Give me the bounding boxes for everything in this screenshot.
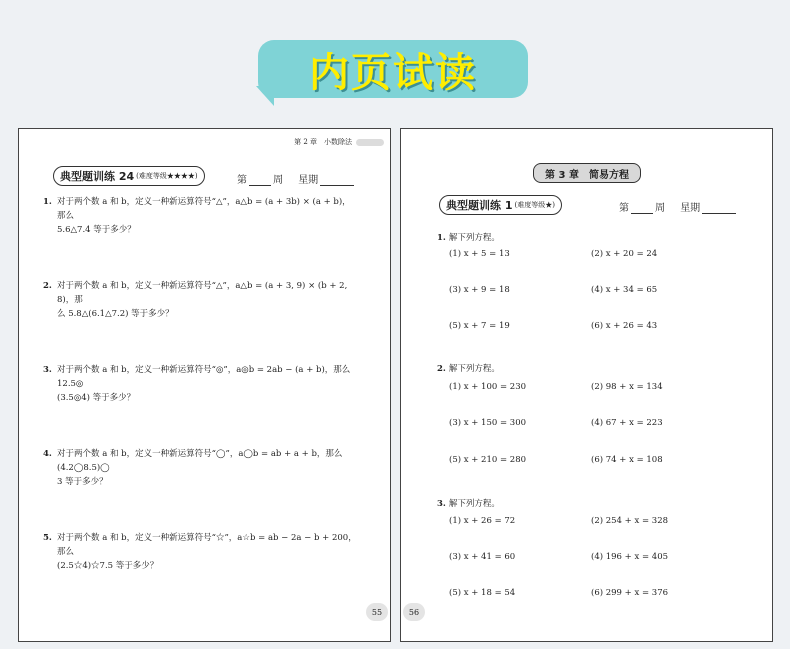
equation: (2) 98 + x = 134 xyxy=(591,382,663,392)
question-number: 2. xyxy=(437,364,446,374)
problem-text-line2: 3 等于多少？ xyxy=(57,477,108,487)
question-number: 1. xyxy=(437,233,446,243)
banner-title: 内页试读 xyxy=(309,49,477,96)
day-blank xyxy=(702,204,736,214)
section-title xyxy=(53,166,205,186)
problem-text-line1: 对于两个数 a 和 b，定义一种新运算符号“△”，a△b = (a + 3b) × (a + b)，那么 xyxy=(57,197,351,221)
problem-5 xyxy=(43,531,357,573)
week-line xyxy=(619,199,738,214)
equation: (1) x + 5 = 13 xyxy=(449,249,510,259)
running-head-text: 第 2 章 小数除法 xyxy=(294,138,352,146)
problem-number: 1. xyxy=(43,197,52,207)
equation: (1) x + 26 = 72 xyxy=(449,516,516,526)
equation: (6) 74 + x = 108 xyxy=(591,455,663,465)
equation: (4) 196 + x = 405 xyxy=(591,552,669,562)
section-title-text: 典型题训练 1 xyxy=(446,199,513,212)
question-1-head xyxy=(437,231,500,243)
equation: (5) x + 210 = 280 xyxy=(449,455,527,465)
difficulty-label: (难度等级★) xyxy=(514,201,555,209)
chapter-heading xyxy=(533,163,641,183)
problem-text-line1: 对于两个数 a 和 b，定义一种新运算符号“◯”，a◯b = ab + a + b，那么 (4.2◯8.5)◯ xyxy=(57,449,343,473)
problem-4 xyxy=(43,447,357,489)
problem-number: 2. xyxy=(43,281,52,291)
week-blank xyxy=(631,204,653,214)
equation: (6) x + 26 = 43 xyxy=(591,321,658,331)
question-instruction: 解下列方程。 xyxy=(448,364,500,374)
equation: (5) x + 7 = 19 xyxy=(449,321,510,331)
question-instruction: 解下列方程。 xyxy=(448,233,500,243)
week-zhou: 周 xyxy=(655,203,665,214)
equation: (5) x + 18 = 54 xyxy=(449,588,516,598)
right-page xyxy=(400,128,773,642)
equation: (3) x + 41 = 60 xyxy=(449,552,516,562)
equation: (6) 299 + x = 376 xyxy=(591,588,669,598)
running-head-bar xyxy=(356,139,384,146)
problem-2 xyxy=(43,279,357,321)
chapter-name: 简易方程 xyxy=(588,169,629,181)
problem-text-line2: (2.5☆4)☆7.5 等于多少？ xyxy=(57,561,159,571)
problem-text-line1: 对于两个数 a 和 b，定义一种新运算符号“☆”，a☆b = ab − 2a − b + 200，那么 xyxy=(57,533,357,557)
problem-1 xyxy=(43,195,357,237)
problem-text-line2: 5.6△7.4 等于多少？ xyxy=(57,225,136,235)
day-blank xyxy=(320,176,354,186)
question-3-head xyxy=(437,497,500,509)
equation: (2) 254 + x = 328 xyxy=(591,516,669,526)
banner xyxy=(246,30,534,104)
page-number: 55 xyxy=(366,603,388,621)
equation: (4) 67 + x = 223 xyxy=(591,418,663,428)
problem-text-line1: 对于两个数 a 和 b，定义一种新运算符号“◎”，a◎b = 2ab − (a + b)，那么 12.5◎ xyxy=(57,365,351,389)
question-2-head xyxy=(437,362,500,374)
equation: (3) x + 150 = 300 xyxy=(449,418,527,428)
problem-text-line1: 对于两个数 a 和 b，定义一种新运算符号“△”，a△b = (a + 3, 9) × (b + 2, 8)，那 xyxy=(57,281,348,305)
running-head xyxy=(294,137,384,147)
section-title-text: 典型题训练 24 xyxy=(60,170,135,183)
week-blank xyxy=(249,176,271,186)
week-xingqi: 星期 xyxy=(298,175,319,186)
problem-3 xyxy=(43,363,357,405)
week-zhou: 周 xyxy=(273,175,283,186)
week-di: 第 xyxy=(237,175,247,186)
left-page xyxy=(18,128,391,642)
section-title xyxy=(439,195,562,215)
equation: (2) x + 20 = 24 xyxy=(591,249,658,259)
problem-number: 3. xyxy=(43,365,52,375)
problem-number: 4. xyxy=(43,449,52,459)
problem-number: 5. xyxy=(43,533,52,543)
equation: (1) x + 100 = 230 xyxy=(449,382,527,392)
chapter-label: 第 3 章 xyxy=(545,169,579,181)
question-instruction: 解下列方程。 xyxy=(448,499,500,509)
page-number: 56 xyxy=(403,603,425,621)
equation: (4) x + 34 = 65 xyxy=(591,285,658,295)
problem-text-line2: (3.5◎4) 等于多少？ xyxy=(57,393,136,403)
problem-text-line2: 么 5.8△(6.1△7.2) 等于多少？ xyxy=(57,309,174,319)
week-line xyxy=(237,171,356,186)
week-xingqi: 星期 xyxy=(680,203,701,214)
difficulty-label: (难度等级★★★★) xyxy=(136,172,198,180)
week-di: 第 xyxy=(619,203,629,214)
question-number: 3. xyxy=(437,499,446,509)
equation: (3) x + 9 = 18 xyxy=(449,285,510,295)
